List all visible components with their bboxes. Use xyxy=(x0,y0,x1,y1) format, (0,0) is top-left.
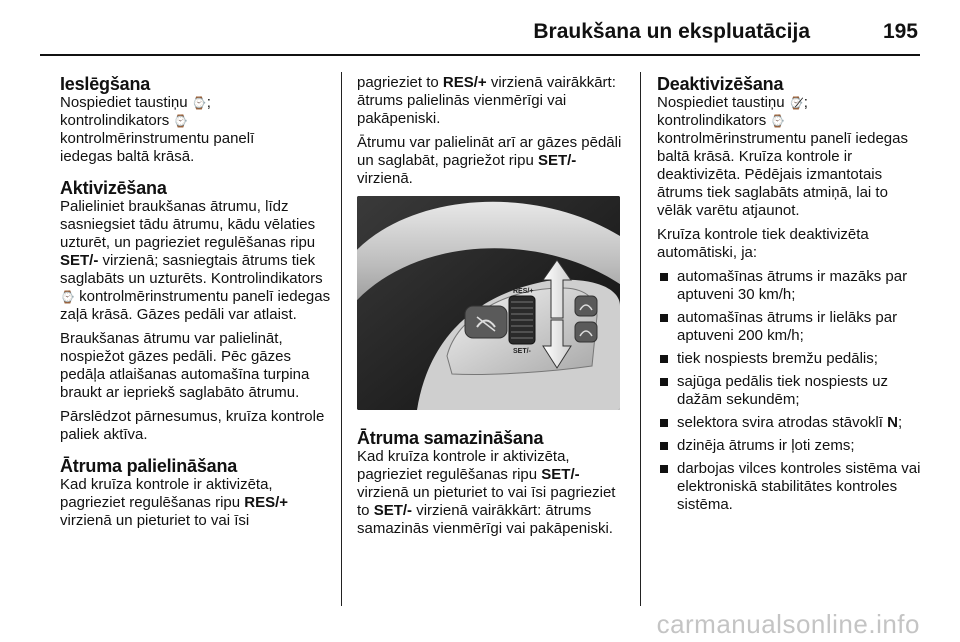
cruise-control-icon: ⌚ xyxy=(770,114,786,128)
list-item: tiek nospiests bremžu pedālis; xyxy=(657,350,923,368)
paragraph: Nospiediet taustiņu ⌚; kontrolindikators ⌚ kontrolmērinstrumentu panelī iedegas baltā krāsā. xyxy=(60,94,255,165)
cruise-control-icon: ⌚ xyxy=(173,114,189,128)
cruise-button-graphic xyxy=(575,322,597,342)
list-item: dzinēja ātrums ir ļoti zems; xyxy=(657,437,923,455)
column-divider xyxy=(341,72,342,606)
speed-limiter-button-graphic xyxy=(575,296,597,316)
cruise-control-icon: ⌚ xyxy=(60,290,75,304)
paragraph: Kad kruīza kontrole ir aktivizēta, pagrieziet regulēšanas ripu RES/+ virzienā un pieturiet to vai īsi xyxy=(60,476,289,529)
paragraph: Nospiediet taustiņu ⌚̸; kontrolindikators ⌚ kontrolmērinstrumentu panelī iedegas baltā krāsā. Kruīza kontrole ir deaktivizēta. Pēdējais izmantotais ātrums tiek saglabāts atmiņā, lai to vēlāk varētu atjaunot. xyxy=(657,94,908,219)
set-label: SET/- xyxy=(513,348,531,355)
cruise-control-icon: ⌚ xyxy=(191,96,207,110)
paragraph: Palieliniet braukšanas ātrumu, līdz sasniegsiet tādu ātrumu, kādu vēlaties uzturēt, un pagrieziet regulēšanas ripu SET/- virzienā; sasniegtais ātrums tiek saglabāts un uzturēts. Kontrolindikators ⌚ kontrolmērinstrumentu panelī iedegas zaļā krāsā. Gāzes pedāli var atlaist. xyxy=(60,198,331,323)
steering-wheel-controls-photo xyxy=(357,196,620,410)
section-heading-speed-decrease: Ātruma samazināšana xyxy=(357,428,544,448)
cancel-button-graphic xyxy=(465,306,507,338)
list-item: automašīnas ātrums ir lielāks par aptuveni 200 km/h; xyxy=(657,309,923,345)
list-item: selektora svira atrodas stāvoklī N; xyxy=(657,414,923,432)
paragraph: pagrieziet to RES/+ virzienā vairākkārt: ātrums palielinās vienmērīgi vai pakāpeniski. xyxy=(357,74,616,127)
section-heading-activation: Aktivizēšana xyxy=(60,178,167,198)
column-left xyxy=(60,74,332,536)
paragraph: Kruīza kontrole tiek deaktivizēta automātiski, ja: xyxy=(657,226,869,261)
paragraph: Kad kruīza kontrole ir aktivizēta, pagrieziet regulēšanas ripu SET/- virzienā un pieturiet to vai īsi pagrieziet to SET/- virzienā vairākkārt: ātrums samazinās vienmērīgi vai pakāpeniski. xyxy=(357,448,616,537)
paragraph: Braukšanas ātrumu var palielināt, nospiežot gāzes pedāli. Pēc gāzes pedāļa atlaišanas automašīna turpina braukt ar iepriekš saglabāto ātrumu. xyxy=(60,330,310,401)
deactivation-conditions-list xyxy=(657,268,923,514)
section-heading-deactivation: Deaktivizēšana xyxy=(657,74,784,94)
list-item: darbojas vilces kontroles sistēma vai elektroniskā stabilitātes kontroles sistēma. xyxy=(657,460,923,514)
page-title: Braukšana un ekspluatācija xyxy=(533,20,810,43)
column-middle xyxy=(357,74,627,544)
page-header xyxy=(40,14,920,56)
paragraph: Ātrumu var palielināt arī ar gāzes pēdāli un saglabāt, pagriežot ripu SET/- virzienā. xyxy=(357,134,622,187)
list-item: sajūga pedālis tiek nospiests uz dažām sekundēm; xyxy=(657,373,923,409)
watermark: carmanualsonline.info xyxy=(656,609,920,639)
section-heading-switch-on: Ieslēgšana xyxy=(60,74,151,94)
cruise-control-off-icon: ⌚̸ xyxy=(788,96,804,110)
column-right xyxy=(657,74,923,519)
paragraph: Pārslēdzot pārnesumus, kruīza kontrole paliek aktīva. xyxy=(60,408,325,443)
list-item: automašīnas ātrums ir mazāks par aptuveni 30 km/h; xyxy=(657,268,923,304)
section-heading-speed-increase: Ātruma palielināšana xyxy=(60,456,238,476)
column-divider xyxy=(640,72,641,606)
res-label: RES/+ xyxy=(513,288,534,295)
steering-wheel-illustration xyxy=(357,196,620,410)
page-number: 195 xyxy=(882,20,918,43)
